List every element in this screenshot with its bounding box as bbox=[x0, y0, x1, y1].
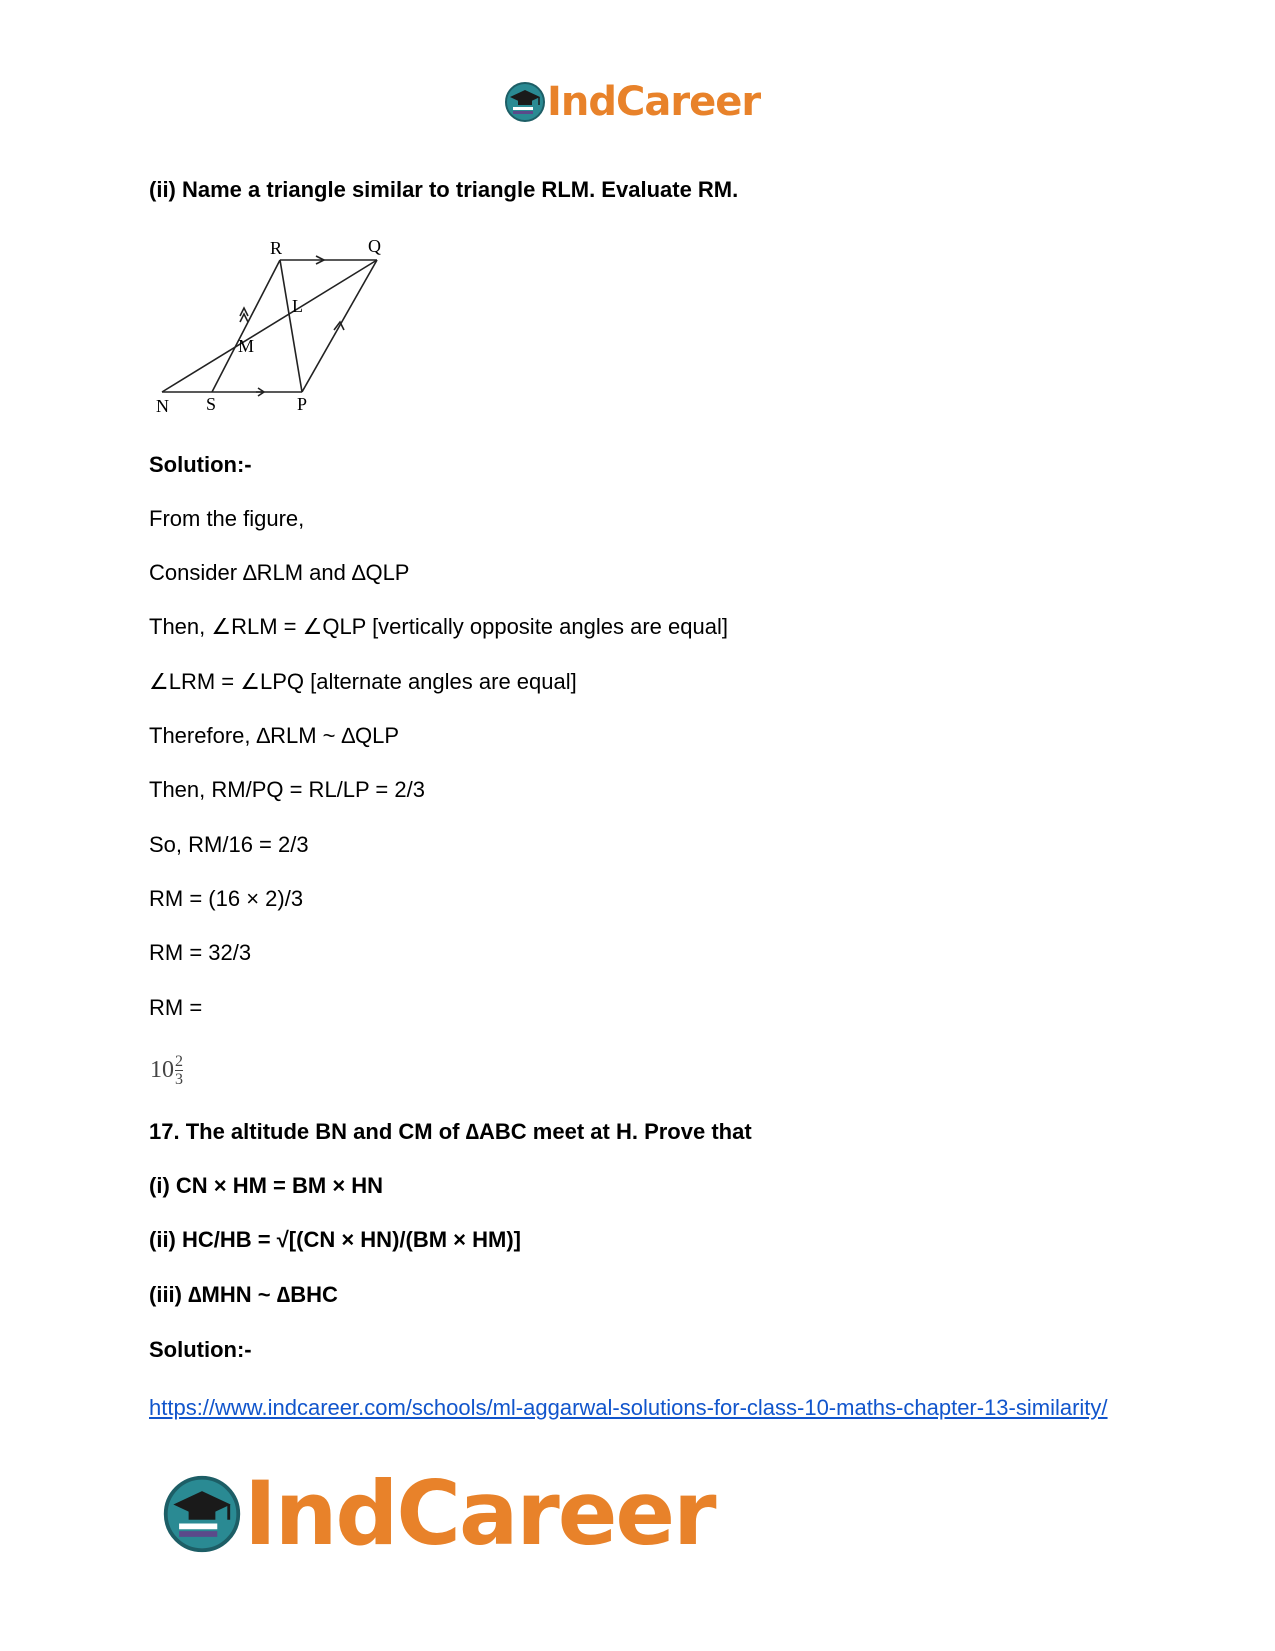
solution-line: Consider ∆RLM and ∆QLP bbox=[149, 560, 410, 585]
logo-text: IndCareer bbox=[244, 1462, 715, 1565]
question-17-part: (ii) HC/HB = √[(CN × HN)/(BM × HM)] bbox=[149, 1227, 521, 1252]
solution-heading-17: Solution:- bbox=[149, 1337, 252, 1362]
solution-line: RM = (16 × 2)/3 bbox=[149, 886, 304, 911]
question-17-part: (iii) ∆MHN ~ ∆BHC bbox=[149, 1282, 338, 1307]
solution-line: RM = bbox=[149, 995, 203, 1020]
fraction-numerator: 2 bbox=[175, 1053, 183, 1070]
mixed-whole: 10 bbox=[150, 1057, 174, 1083]
solution-heading: Solution:- bbox=[149, 452, 252, 477]
mixed-number bbox=[150, 1053, 183, 1088]
solution-line: ∠LRM = ∠LPQ [alternate angles are equal] bbox=[149, 669, 577, 694]
logo-text: IndCareer bbox=[547, 79, 761, 125]
label-l: L bbox=[292, 296, 303, 316]
solution-line: From the figure, bbox=[149, 506, 305, 531]
graduation-cap-icon bbox=[160, 1472, 244, 1556]
solution-line: RM = 32/3 bbox=[149, 940, 252, 965]
question-17-title: 17. The altitude BN and CM of ∆ABC meet at H. Prove that bbox=[149, 1119, 752, 1144]
question-heading: (ii) Name a triangle similar to triangle RLM. Evaluate RM. bbox=[149, 177, 739, 202]
mixed-fraction bbox=[175, 1053, 183, 1088]
label-p: P bbox=[297, 394, 308, 412]
solution-line: Then, RM/PQ = RL/LP = 2/3 bbox=[149, 777, 425, 802]
fraction-denominator: 3 bbox=[175, 1071, 183, 1088]
source-link[interactable]: https://www.indcareer.com/schools/ml-aggarwal-solutions-for-class-10-maths-chapter-13-similarity/ bbox=[149, 1395, 1108, 1420]
graduation-cap-icon bbox=[503, 80, 547, 124]
question-17-part: (i) CN × HM = BM × HN bbox=[149, 1173, 384, 1198]
label-q: Q bbox=[368, 236, 381, 256]
label-m: M bbox=[238, 336, 255, 356]
label-r: R bbox=[270, 238, 283, 258]
footer-logo bbox=[160, 1462, 715, 1565]
solution-line: So, RM/16 = 2/3 bbox=[149, 832, 309, 857]
solution-line: Therefore, ∆RLM ~ ∆QLP bbox=[149, 723, 400, 748]
label-s: S bbox=[206, 394, 217, 412]
geometry-figure bbox=[152, 232, 392, 412]
solution-line: Then, ∠RLM = ∠QLP [vertically opposite angles are equal] bbox=[149, 614, 728, 639]
header-logo bbox=[503, 80, 760, 124]
label-n: N bbox=[156, 396, 169, 412]
